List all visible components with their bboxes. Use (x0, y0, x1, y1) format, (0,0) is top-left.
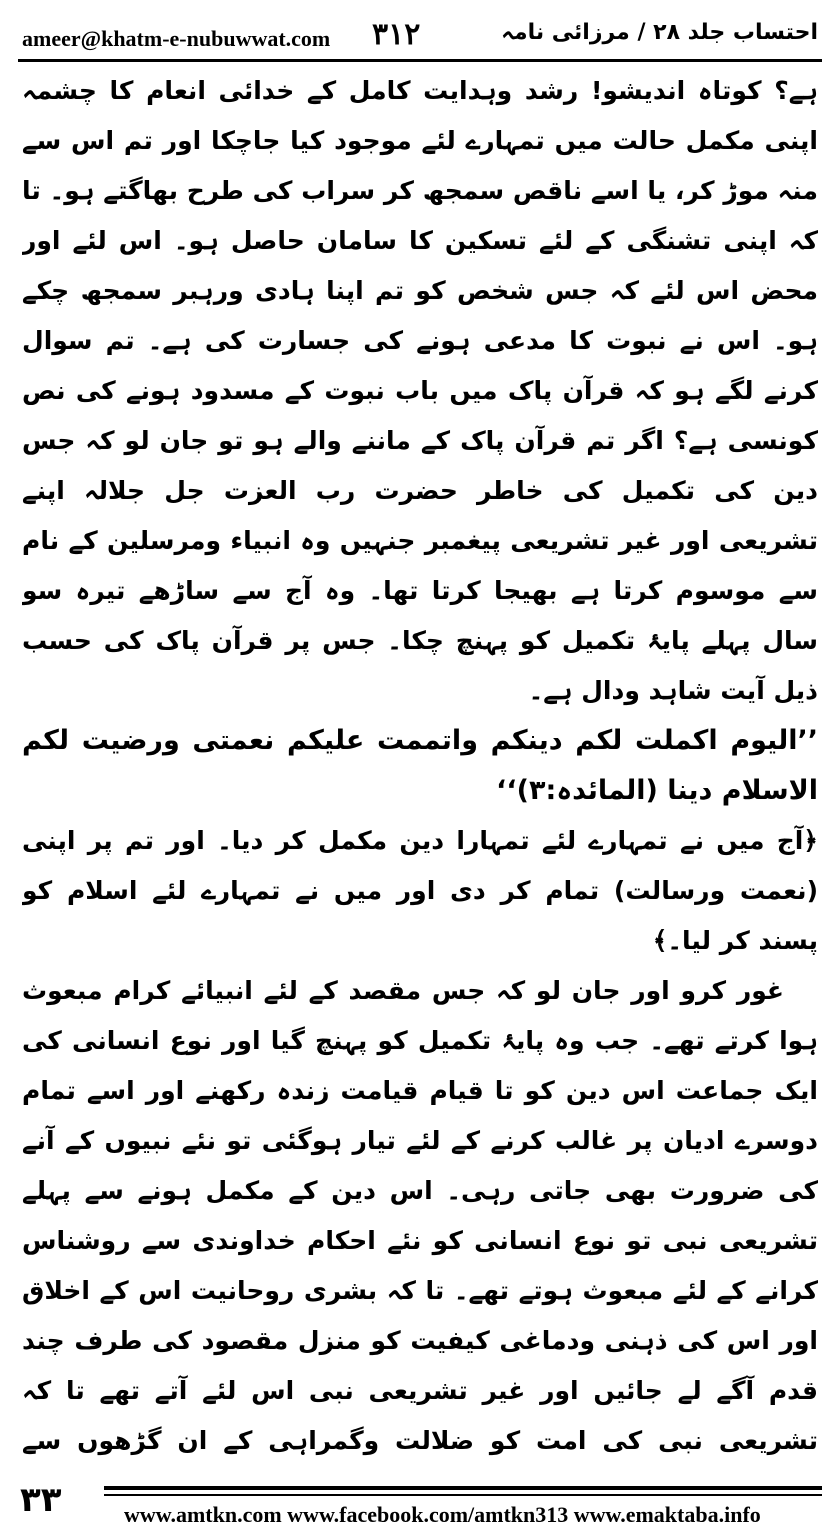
page-header (0, 0, 840, 60)
header-email: ameer@khatm-e-nubuwwat.com (22, 26, 331, 51)
footer-websites: www.amtkn.com www.facebook.com/amtkn313 www.emaktaba.info (124, 1502, 761, 1527)
quranic-verse: ’’الیوم اکملت لکم دینکم واتممت علیکم نعمتی ورضیت لکم الاسلام دینا (المائدہ:۳)‘‘ (22, 725, 818, 806)
paragraph-2: غور کرو اور جان لو کہ جس مقصد کے لئے انبیائے کرام مبعوث ہوا کرتے تھے۔ جب وہ پایۂ تکمیل کو پہنچ گیا اور نوع انسانی کی ایک جماعت اس دین کو تا قیام قیامت زندہ رکھنے اور اسے تمام دوسرے ادیان پر غالب کرنے کے لئے تیار ہوگئی تو نئے نبیوں کے آنے کی ضرورت بھی جاتی رہی۔ اس دین کے مکمل ہونے سے پہلے تشریعی نبی تو نوع انسانی کو نئے احکام خداوندی سے روشناس کرانے کے لئے مبعوث ہوتے تھے۔ تا کہ بشری روحانیت اس کے اخلاق اور اس کی ذہنی ودماغی کیفیت کو منزل مقصود کی طرف چند قدم آگے لے جائیں اور غیر تشریعی نبی اس لئے آتے تھے تا کہ تشریعی نبی کی امت کو ضلالت وگمراہی کے ان گڑھوں سے (22, 976, 818, 1455)
header-page-number: ۳۱۲ (372, 17, 421, 52)
footer-divider-thin (104, 1494, 822, 1496)
footer-page-number: ۳۳ (20, 1480, 62, 1520)
header-book-title: احتساب جلد ۲۸ / مرزائی نامہ (501, 20, 818, 45)
footer-divider (104, 1486, 822, 1490)
header-divider (18, 59, 822, 62)
page-body (22, 66, 818, 1462)
verse-translation: ﴿آج میں نے تمہارے لئے تمہارا دین مکمل کر دیا۔ اور تم پر اپنی (نعمت ورسالت) تمام کر دی اور میں نے تمہارے لئے اسلام کو پسند کر لیا۔﴾ (22, 826, 818, 955)
page-footer (0, 1472, 840, 1540)
paragraph-1: ہے؟ کوتاہ اندیشو! رشد وہدایت کامل کے خدائی انعام کا چشمہ اپنی مکمل حالت میں تمہارے لئے موجود کیا جاچکا اور تم اس سے منہ موڑ کر، یا اسے ناقص سمجھ کر سراب کی طرح بھاگتے ہو۔ تا کہ اپنی تشنگی کے لئے تسکین کا سامان حاصل ہو۔ اس لئے اور محض اس لئے کہ جس شخص کو تم اپنا ہادی ورہبر سمجھ چکے ہو۔ اس نے نبوت کا مدعی ہونے کی جسارت کی ہے۔ تم سوال کرنے لگے ہو کہ قرآن پاک میں باب نبوت کے مسدود ہونے کی نص کونسی ہے؟ اگر تم قرآن پاک کے ماننے والے ہو تو جان لو کہ جس دین کی تکمیل کی خاطر حضرت رب العزت جل جلالہ اپنے تشریعی اور غیر تشریعی پیغمبر جنہیں وہ انبیاء ومرسلین کے نام سے موسوم کرتا ہے بھیجا کرتا تھا۔ وہ آج سے ساڑھے تیرہ سو سال پہلے پایۂ تکمیل کو پہنچ چکا۔ جس پر قرآن پاک کی حسب ذیل آیت شاہد ودال ہے۔ (22, 76, 818, 705)
